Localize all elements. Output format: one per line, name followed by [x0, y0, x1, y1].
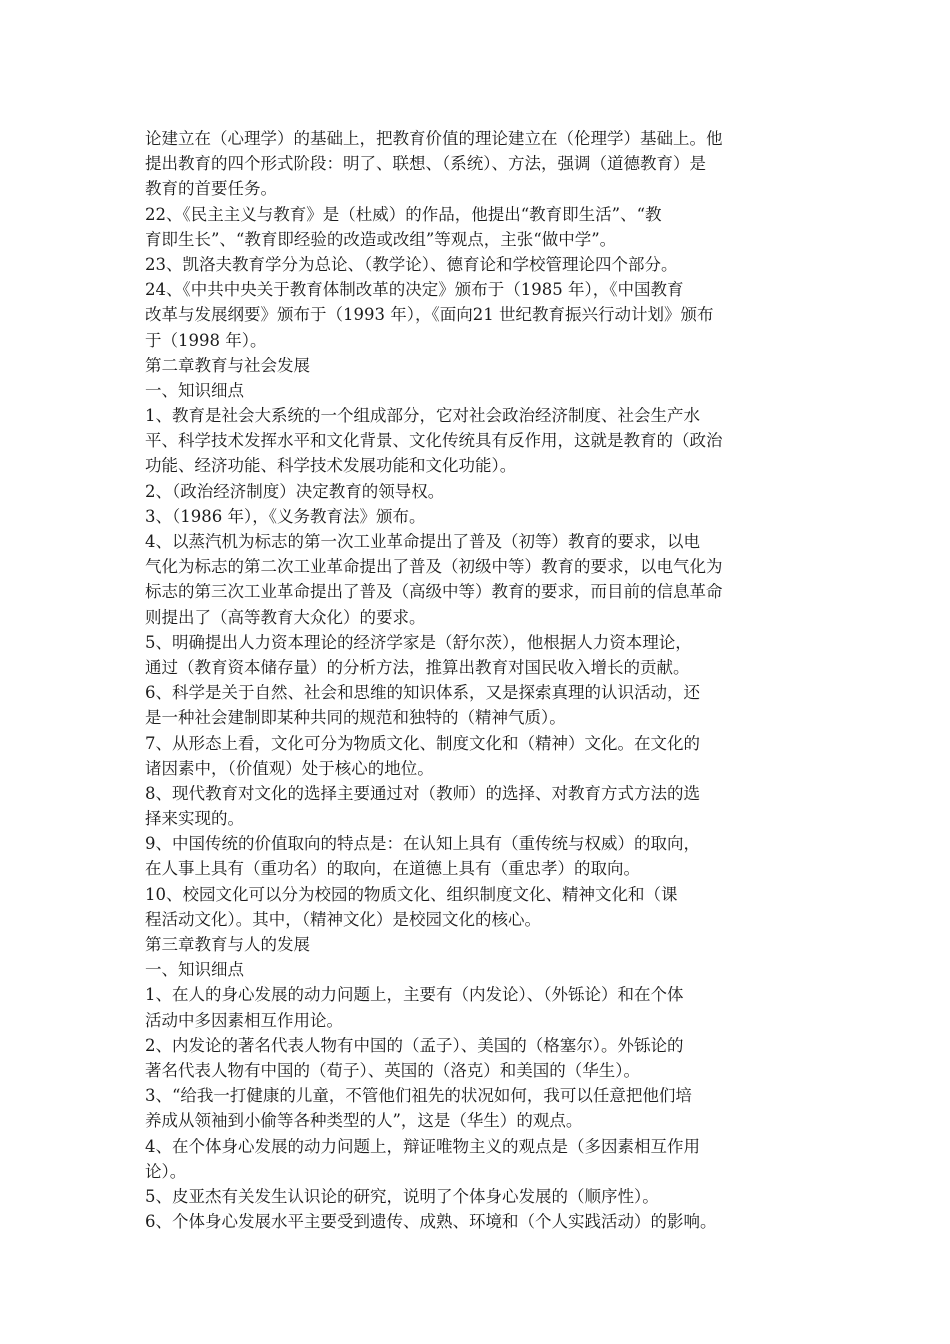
text-line: 24、《中共中央关于教育体制改革的决定》颁布于（1985 年），《中国教育 [145, 280, 684, 300]
text-line: 通过（教育资本储存量）的分析方法，推算出教育对国民收入增长的贡献。 [145, 657, 690, 677]
section-heading: 一、知识细点 [145, 380, 244, 400]
text-line: 则提出了（高等教育大众化）的要求。 [145, 607, 426, 627]
text-line: 6、个体身心发展水平主要受到遗传、成熟、环境和（个人实践活动）的影响。 [145, 1212, 717, 1232]
text-line: 诸因素中，（价值观）处于核心的地位。 [145, 758, 434, 778]
text-line: 23、凯洛夫教育学分为总论、（教学论）、德育论和学校管理论四个部分。 [145, 254, 678, 274]
text-line: 养成从领袖到小偷等各种类型的人”，这是（华生）的观点。 [145, 1111, 583, 1131]
text-line: 育即生长”、“教育即经验的改造或改组”等观点，主张“做中学”。 [145, 229, 617, 249]
text-line: 著名代表人物有中国的（荀子）、英国的（洛克）和美国的（华生）。 [145, 1060, 640, 1080]
text-line: 2、（政治经济制度）决定教育的领导权。 [145, 481, 445, 501]
text-line: 教育的首要任务。 [145, 179, 277, 199]
document-body [145, 126, 813, 1234]
text-line: 6、科学是关于自然、社会和思维的知识体系，又是探索真理的认识活动，还 [145, 683, 700, 703]
text-line: 5、皮亚杰有关发生认识论的研究，说明了个体身心发展的（顺序性）。 [145, 1186, 659, 1206]
text-line: 活动中多因素相互作用论。 [145, 1010, 343, 1030]
text-line: 气化为标志的第二次工业革命提出了普及（初级中等）教育的要求，以电气化为 [145, 557, 723, 577]
text-line: 2、内发论的著名代表人物有中国的（孟子）、美国的（格塞尔）。外铄论的 [145, 1035, 684, 1055]
text-line: 3、（1986 年），《义务教育法》颁布。 [145, 506, 426, 526]
text-line: 改革与发展纲要》颁布于（1993 年），《面向21 世纪教育振兴行动计划》颁布 [145, 305, 714, 325]
text-line: 在人事上具有（重功名）的取向，在道德上具有（重忠孝）的取向。 [145, 859, 640, 879]
text-line: 是一种社会建制即某种共同的规范和独特的（精神气质）。 [145, 708, 566, 728]
text-line: 功能、经济功能、科学技术发展功能和文化功能）。 [145, 456, 517, 476]
chapter-heading: 第三章教育与人的发展 [145, 935, 310, 954]
text-line: 9、中国传统的价值取向的特点是：在认知上具有（重传统与权威）的取向， [145, 834, 700, 854]
text-line: 程活动文化）。其中，（精神文化）是校园文化的核心。 [145, 909, 541, 929]
text-line: 22、《民主主义与教育》是（杜威）的作品，他提出“教育即生活”、“教 [145, 204, 662, 224]
section-heading: 一、知识细点 [145, 960, 244, 980]
text-line: 标志的第三次工业革命提出了普及（高级中等）教育的要求，而目前的信息革命 [145, 582, 723, 602]
text-line: 10、校园文化可以分为校园的物质文化、组织制度文化、精神文化和（课 [145, 884, 678, 904]
text-line: 8、现代教育对文化的选择主要通过对（教师）的选择、对教育方式方法的选 [145, 783, 700, 803]
text-line: 择来实现的。 [145, 809, 244, 829]
chapter-heading: 第二章教育与社会发展 [145, 355, 310, 375]
text-line: 于（1998 年）。 [145, 330, 267, 350]
text-line: 平、科学技术发挥水平和文化背景、文化传统具有反作用，这就是教育的（政治 [145, 431, 723, 451]
text-line: 1、教育是社会大系统的一个组成部分，它对社会政治经济制度、社会生产水 [145, 406, 700, 426]
text-line: 论）。 [145, 1161, 187, 1181]
text-line: 3、“给我一打健康的儿童，不管他们祖先的状况如何，我可以任意把他们培 [145, 1086, 692, 1106]
text-line: 5、明确提出人力资本理论的经济学家是（舒尔茨），他根据人力资本理论， [145, 632, 692, 652]
text-line: 4、在个体身心发展的动力问题上，辩证唯物主义的观点是（多因素相互作用 [145, 1136, 700, 1156]
text-line: 7、从形态上看，文化可分为物质文化、制度文化和（精神）文化。在文化的 [145, 733, 700, 753]
text-line: 1、在人的身心发展的动力问题上，主要有（内发论）、（外铄论）和在个体 [145, 985, 684, 1005]
text-line: 4、以蒸汽机为标志的第一次工业革命提出了普及（初等）教育的要求，以电 [145, 532, 700, 551]
text-line: 论建立在（心理学）的基础上，把教育价值的理论建立在（伦理学）基础上。他 [145, 129, 723, 148]
text-line: 提出教育的四个形式阶段：明了、联想、（系统）、方法，强调（道德教育）是 [145, 154, 706, 174]
